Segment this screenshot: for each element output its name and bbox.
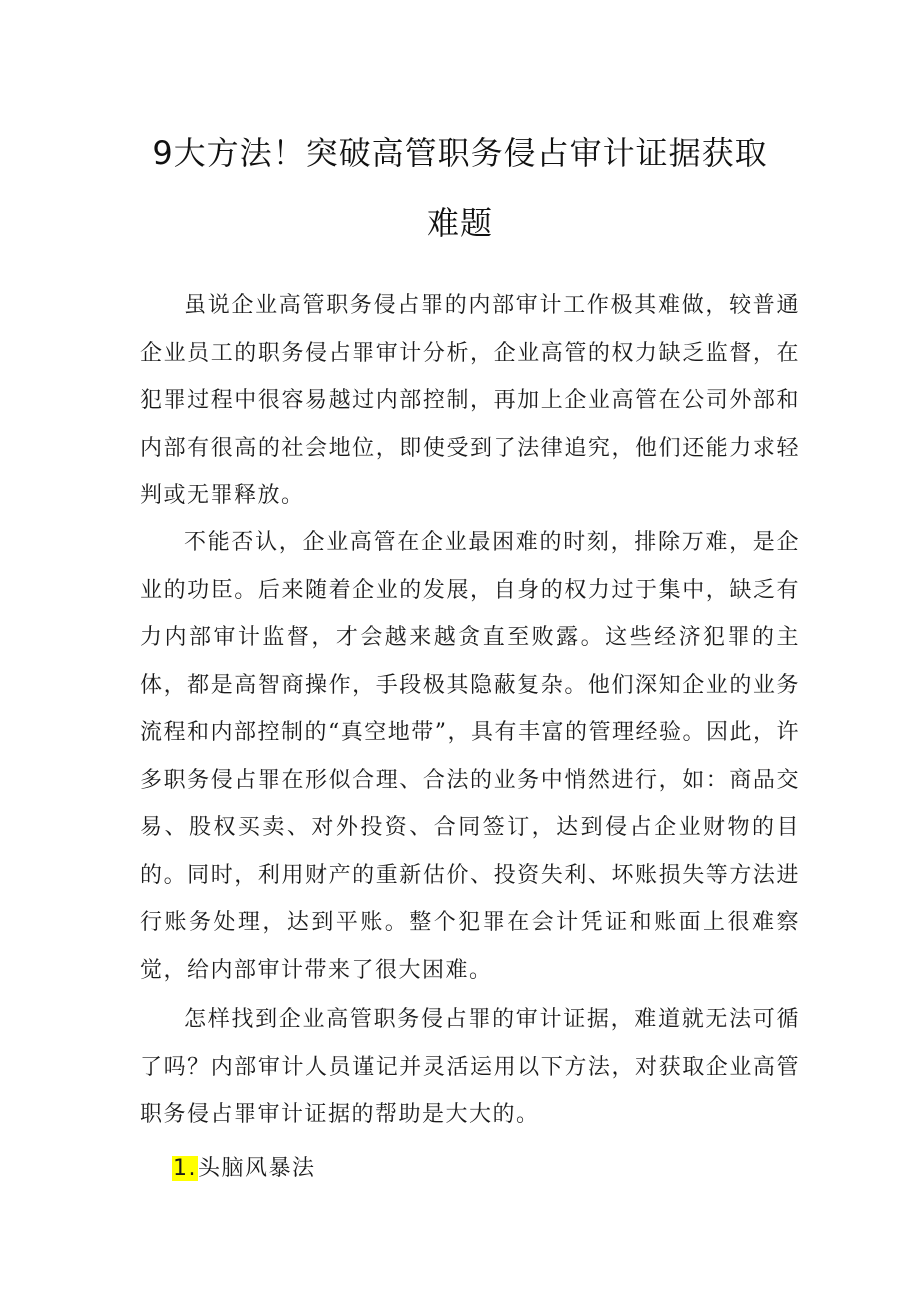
paragraph-2: 不能否认，企业高管在企业最困难的时刻，排除万难，是企业的功臣。后来随着企业的发展，自身的权力过于集中，缺乏有力内部审计监督，才会越来越贪直至败露。这些经济犯罪的主体，都是高智商操作，手段极其隐蔽复杂。他们深知企业的业务流程和内部控制的“真空地带”，具有丰富的管理经验。因此，许多职务侵占罪在形似合理、合法的业务中悄然进行，如：商品交易、股权买卖、对外投资、合同签订，达到侵占企业财物的目的。同时，利用财产的重新估价、投资失利、坏账损失等方法进行账务处理，达到平账。整个犯罪在会计凭证和账面上很难察觉，给内部审计带来了很大困难。 — [140, 530, 800, 983]
section-number: 1. — [173, 1156, 197, 1181]
paragraph-3: 怎样找到企业高管职务侵占罪的审计证据，难道就无法可循了吗？内部审计人员谨记并灵活运用以下方法，对获取企业高管职务侵占罪审计证据的帮助是大大的。 — [140, 1007, 800, 1127]
section-heading — [172, 1145, 316, 1193]
paragraph-1: 虽说企业高管职务侵占罪的内部审计工作极其难做，较普通企业员工的职务侵占罪审计分析，企业高管的权力缺乏监督，在犯罪过程中很容易越过内部控制，再加上企业高管在公司外部和内部有很高的社会地位，即使受到了法律追究，他们还能力求轻判或无罪释放。 — [140, 293, 800, 508]
title-line-1: 9大方法！突破高管职务侵占审计证据获取 — [152, 134, 768, 172]
title-line-2: 难题 — [426, 204, 493, 242]
section-title: 头脑风暴法 — [198, 1156, 316, 1181]
